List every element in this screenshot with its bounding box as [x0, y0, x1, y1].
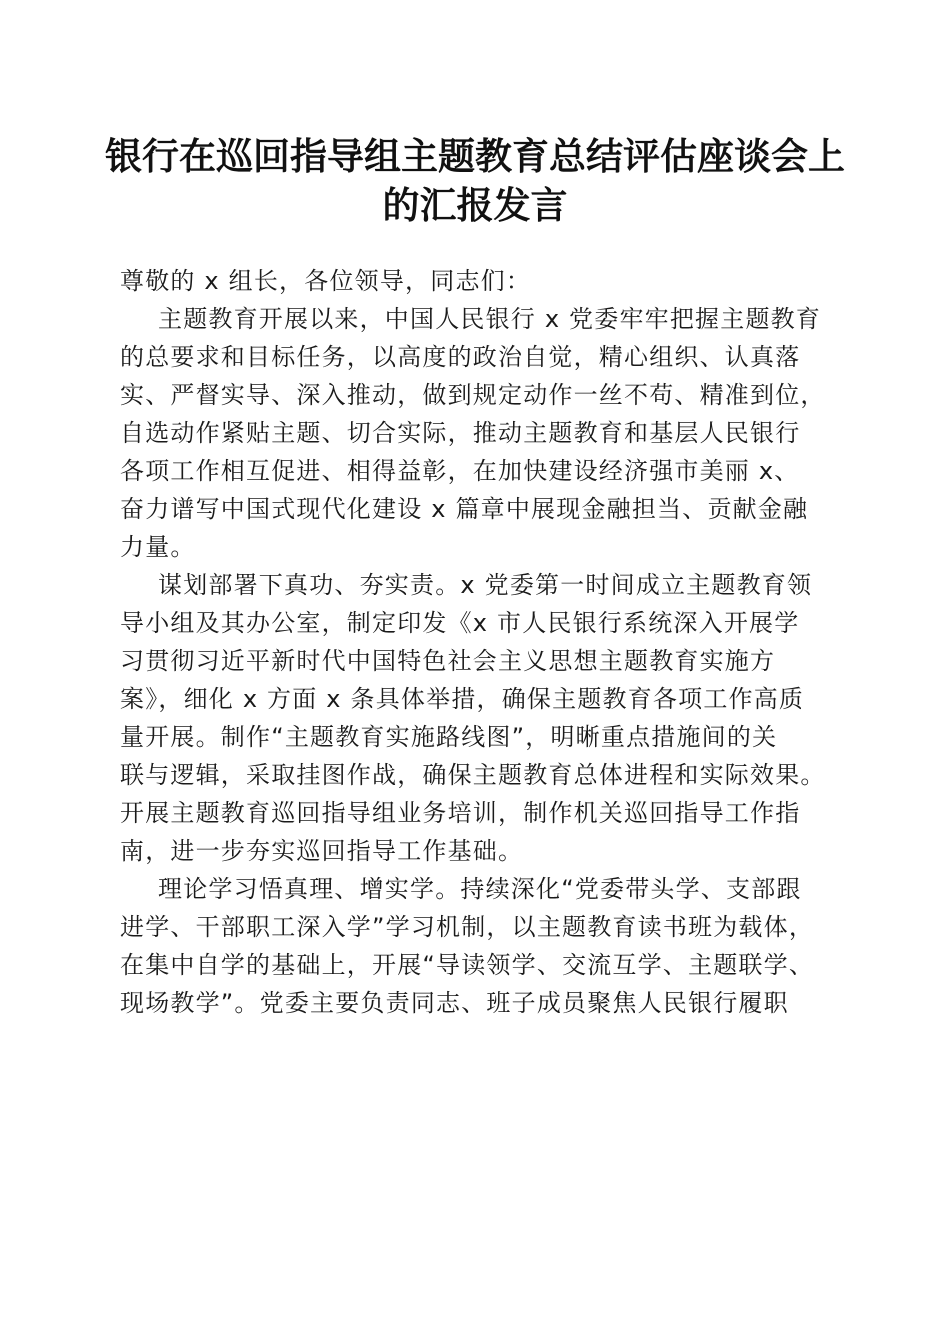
salutation: 尊敬的 x 组长，各位领导，同志们： [120, 267, 532, 295]
paragraph-line: 自选动作紧贴主题、切合实际，推动主题教育和基层人民银行 [120, 419, 801, 447]
paragraph-2 [120, 566, 840, 870]
paragraph-line: 案》，细化 x 方面 x 条具体举措，确保主题教育各项工作高质 [120, 685, 805, 713]
document-title [100, 132, 850, 230]
paragraph-1 [120, 300, 840, 566]
paragraph-line: 的总要求和目标任务，以高度的政治自觉，精心组织、认真落 [120, 343, 801, 371]
paragraph-line: 现场教学”。党委主要负责同志、班子成员聚焦人民银行履职 [120, 989, 789, 1017]
paragraph-line: 奋力谱写中国式现代化建设 x 篇章中展现金融担当、贡献金融 [120, 495, 809, 523]
paragraph-line: 各项工作相互促进、相得益彰，在加快建设经济强市美丽 x、 [120, 457, 800, 485]
paragraph-line: 南，进一步夯实巡回指导工作基础。 [120, 837, 524, 865]
paragraph-line: 量开展。制作“主题教育实施路线图”，明晰重点措施间的关 [120, 723, 778, 751]
title-line-1: 银行在巡回指导组主题教育总结评估座谈会上 [105, 134, 845, 178]
paragraph-line: 开展主题教育巡回指导组业务培训，制作机关巡回指导工作指 [120, 799, 801, 827]
paragraph-line: 主题教育开展以来，中国人民银行 x 党委牢牢把握主题教育 [158, 305, 822, 333]
paragraph-3 [120, 870, 840, 1022]
paragraph-line: 导小组及其办公室，制定印发《x 市人民银行系统深入开展学 [120, 609, 800, 637]
document-body [120, 262, 840, 1022]
paragraph-line: 习贯彻习近平新时代中国特色社会主义思想主题教育实施方 [120, 647, 776, 675]
paragraph-line: 力量。 [120, 533, 196, 561]
paragraph-line: 谋划部署下真功、夯实责。x 党委第一时间成立主题教育领 [158, 571, 813, 599]
paragraph-line: 进学、干部职工深入学”学习机制，以主题教育读书班为载体， [120, 913, 815, 941]
paragraph-line: 实、严督实导、深入推动，做到规定动作一丝不苟、精准到位， [120, 381, 826, 409]
paragraph-line: 联与逻辑，采取挂图作战，确保主题教育总体进程和实际效果。 [120, 761, 826, 789]
paragraph-line: 在集中自学的基础上，开展“导读领学、交流互学、主题联学、 [120, 951, 815, 979]
paragraph-line: 理论学习悟真理、增实学。持续深化“党委带头学、支部跟 [158, 875, 802, 903]
title-line-2: 的汇报发言 [382, 183, 568, 227]
